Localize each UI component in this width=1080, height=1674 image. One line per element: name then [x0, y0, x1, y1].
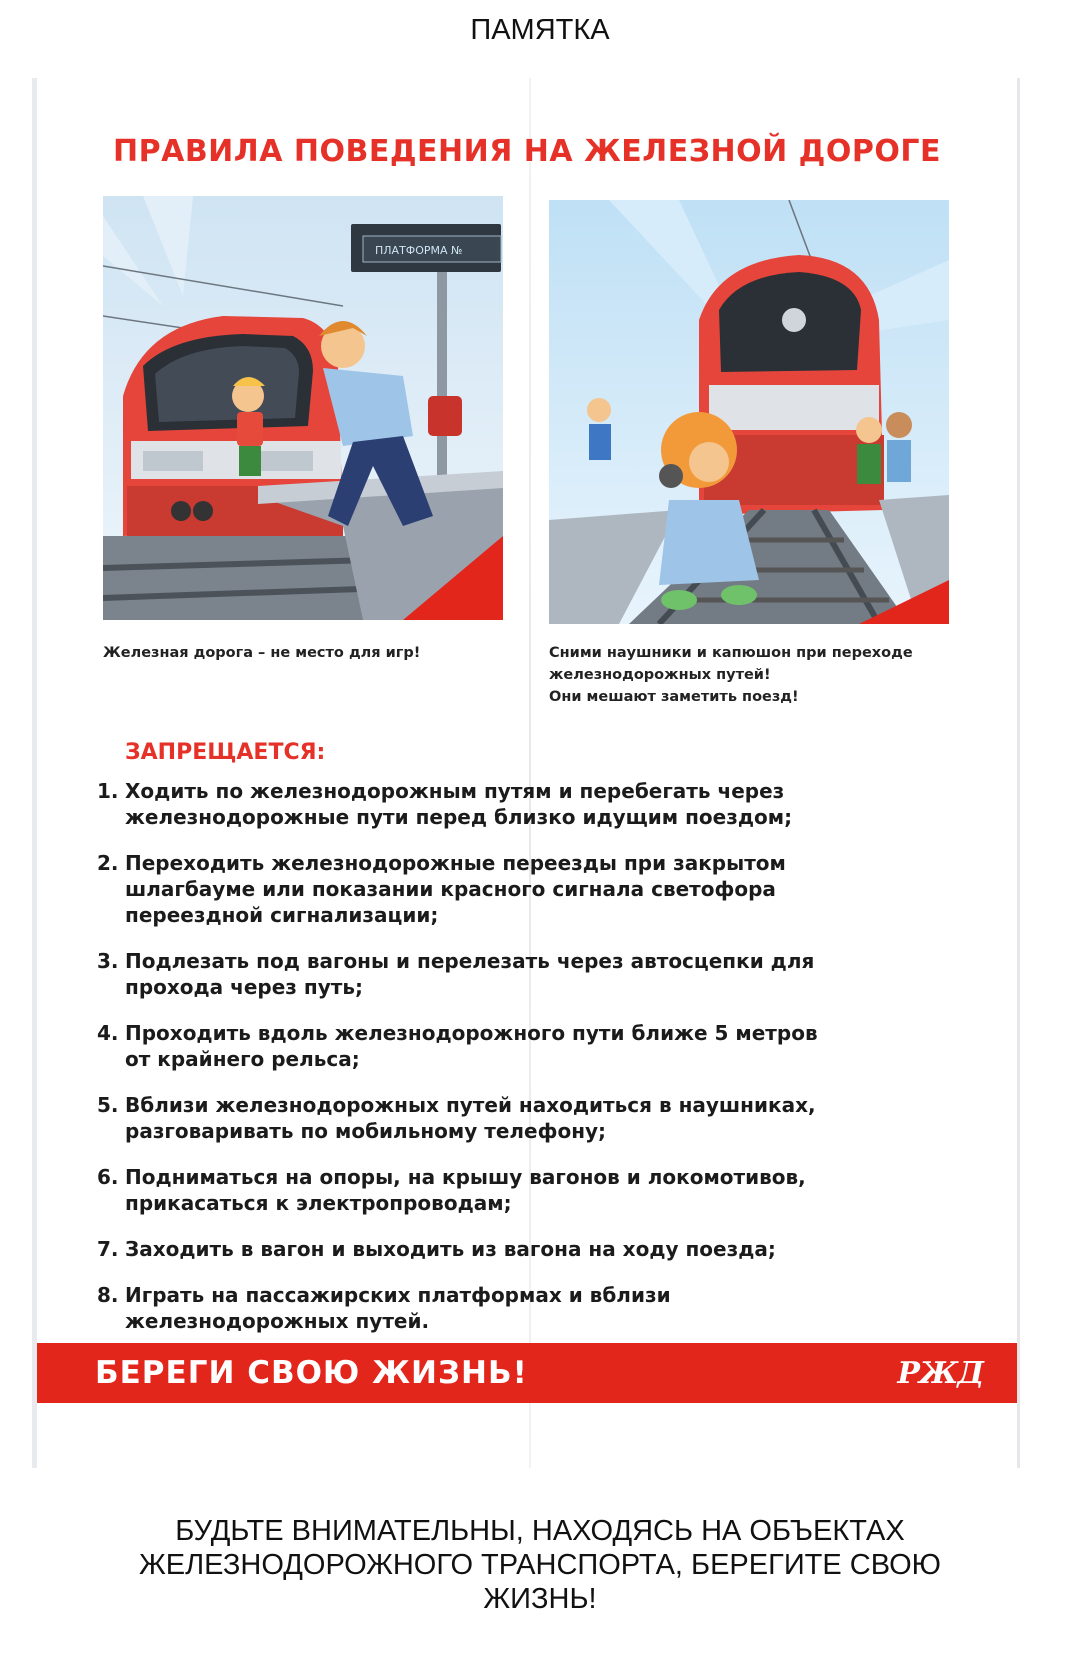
safety-poster: [32, 78, 1020, 1468]
rule-line: шлагбауме или показании красного сигнала светофора: [125, 877, 776, 901]
rule-item: [97, 778, 977, 830]
platform-train-picture: [103, 196, 503, 620]
banner-slogan: БЕРЕГИ СВОЮ ЖИЗНЬ!: [95, 1355, 528, 1391]
rule-line: прикасаться к электропроводам;: [125, 1191, 512, 1215]
rule-text: [125, 1282, 977, 1334]
rule-text: [125, 948, 977, 1000]
rule-item: [97, 1020, 977, 1072]
rule-number: 7.: [97, 1237, 119, 1261]
rule-item: [97, 1282, 977, 1334]
caption-line: железнодорожных путей!: [549, 667, 771, 683]
rule-number: 5.: [97, 1093, 119, 1117]
rule-line: железнодорожные пути перед близко идущим поездом;: [125, 805, 793, 829]
rule-number: 8.: [97, 1283, 119, 1307]
rule-line: Проходить вдоль железнодорожного пути ближе 5 метров: [125, 1021, 818, 1045]
rule-number: 1.: [97, 779, 119, 803]
rule-text: [125, 1164, 977, 1216]
rule-text: [125, 850, 977, 928]
rule-number: 3.: [97, 949, 119, 973]
forbidden-heading: ЗАПРЕЩАЕТСЯ:: [125, 740, 326, 765]
caption-line: Они мешают заметить поезд!: [549, 689, 799, 705]
rule-number: 6.: [97, 1165, 119, 1189]
illustration-tracks-headphones: [549, 200, 949, 624]
caption-illustration-2: [549, 642, 979, 708]
rule-text: [125, 778, 977, 830]
rule-item: [97, 1164, 977, 1216]
footer-line: ЖИЗНЬ!: [483, 1583, 597, 1615]
rule-number: 4.: [97, 1021, 119, 1045]
rule-line: прохода через путь;: [125, 975, 363, 999]
rule-item: [97, 1092, 977, 1144]
rule-number: 2.: [97, 851, 119, 875]
rule-item: [97, 948, 977, 1000]
caption-illustration-1: [103, 642, 503, 664]
footer-line: ЖЕЛЕЗНОДОРОЖНОГО ТРАНСПОРТА, БЕРЕГИТЕ СВОЮ: [139, 1549, 941, 1581]
rule-line: Подниматься на опоры, на крышу вагонов и локомотивов,: [125, 1165, 806, 1189]
tracks-headphones-picture: [549, 200, 949, 624]
platform-sign-text: ПЛАТФОРМА №: [375, 244, 463, 257]
bottom-banner: [37, 1343, 1017, 1403]
page-title: ПАМЯТКА: [470, 14, 610, 46]
rule-line: железнодорожных путей.: [125, 1309, 430, 1333]
poster-title: ПРАВИЛА ПОВЕДЕНИЯ НА ЖЕЛЕЗНОЙ ДОРОГЕ: [113, 134, 941, 169]
rule-line: Вблизи железнодорожных путей находиться в наушниках,: [125, 1093, 816, 1117]
rule-line: Ходить по железнодорожным путям и перебегать через: [125, 779, 785, 803]
rule-line: Играть на пассажирских платформах и вблизи: [125, 1283, 671, 1307]
footer-line: БУДЬТЕ ВНИМАТЕЛЬНЫ, НАХОДЯСЬ НА ОБЪЕКТАХ: [175, 1515, 905, 1547]
rule-text: [125, 1236, 977, 1262]
rule-line: от крайнего рельса;: [125, 1047, 360, 1071]
footer-warning: [60, 1514, 1020, 1616]
illustration-platform-train: [103, 196, 503, 620]
rule-line: Переходить железнодорожные переезды при закрытом: [125, 851, 786, 875]
rzd-logo: РЖД: [897, 1355, 983, 1391]
rule-line: разговаривать по мобильному телефону;: [125, 1119, 607, 1143]
rule-line: переездной сигнализации;: [125, 903, 439, 927]
caption-line: Сними наушники и капюшон при переходе: [549, 645, 913, 661]
caption-line: Железная дорога – не место для игр!: [103, 645, 421, 661]
rule-text: [125, 1092, 977, 1144]
rule-item: [97, 850, 977, 928]
rules-list: [97, 778, 977, 1354]
rule-line: Подлезать под вагоны и перелезать через автосцепки для: [125, 949, 815, 973]
rule-line: Заходить в вагон и выходить из вагона на ходу поезда;: [125, 1237, 776, 1261]
rule-text: [125, 1020, 977, 1072]
rule-item: [97, 1236, 977, 1262]
